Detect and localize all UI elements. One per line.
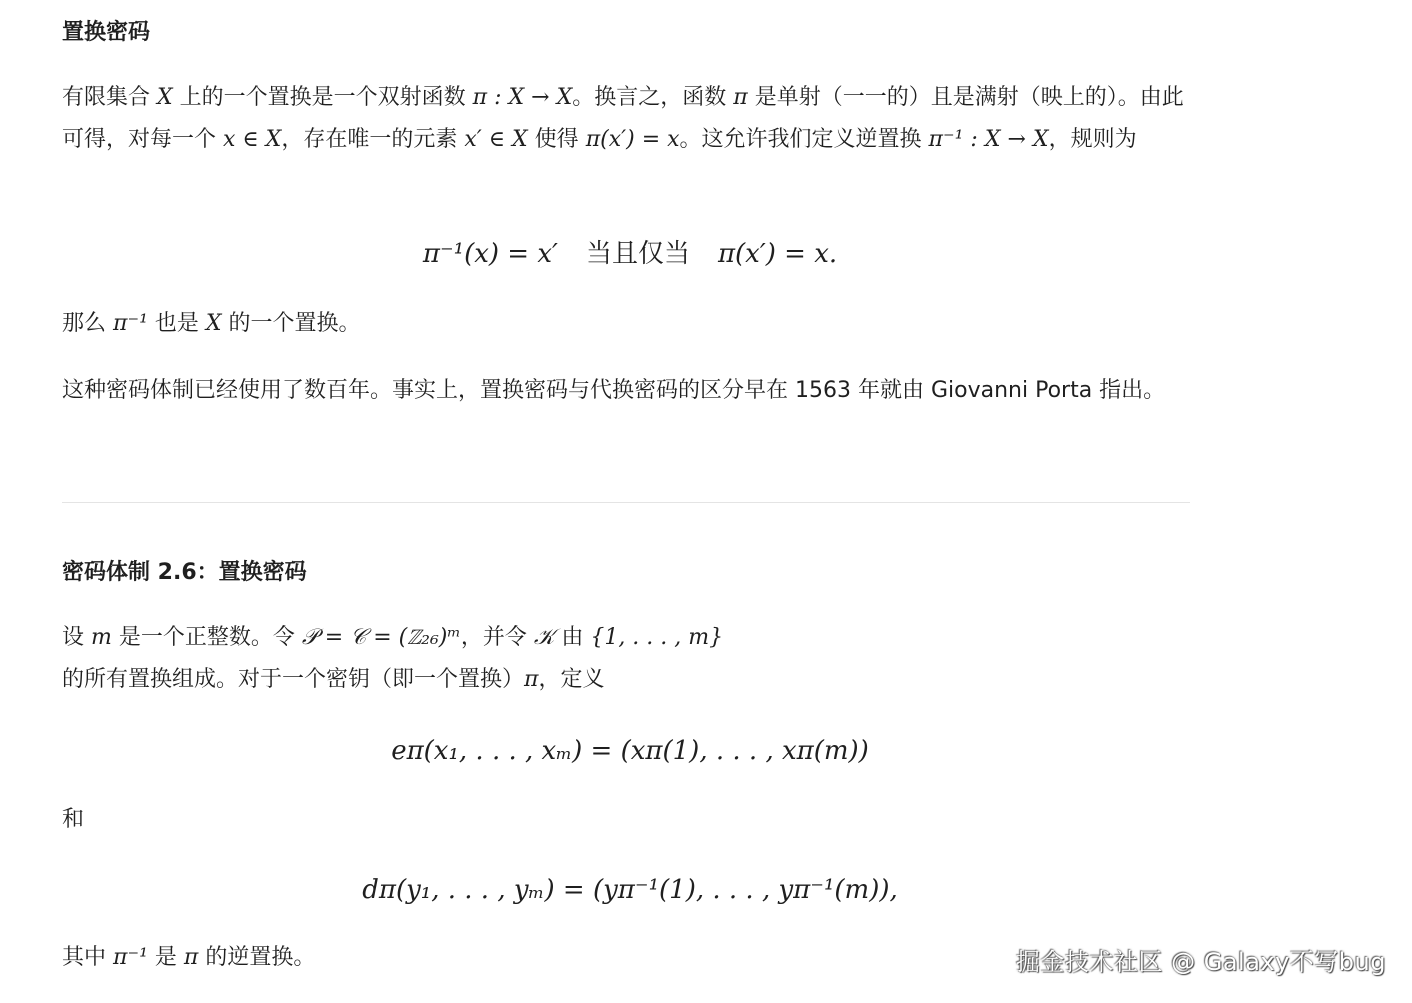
text: 。这允许我们定义逆置换 [679,127,929,152]
math-inline: x ∈ X [223,127,282,152]
math-inline: π [183,945,199,970]
text: 使得 [527,127,586,152]
equation-inverse-permutation [0,234,1260,274]
equation-decryption: dπ(y₁, . . . , yₘ) = (yπ⁻¹(1), . . . , yπ⁻¹(m)), [362,875,898,905]
math-inline: m [91,625,112,650]
equation-iff-text: 当且仅当 [585,239,690,269]
text: 上的一个置换是一个双射函数 [172,85,473,110]
text: ，存在唯一的元素 [281,127,465,152]
math-inline: π⁻¹ [113,945,148,970]
math-inline: π [524,667,539,692]
section-divider [62,502,1190,503]
text: 由 [554,625,591,650]
text: 是单射（一一的）且是满射（映上的）。由此可得，对每一个 [62,85,1184,152]
text: 设 [62,625,91,650]
text: 其中 [62,945,113,970]
math-inline: X [157,85,173,110]
text: 有限集合 [62,85,157,110]
text: 是 [147,945,184,970]
math-inline: π [733,85,748,110]
math-inline: π : X → X [472,85,573,110]
text: 。换言之，函数 [572,85,734,110]
paragraph-cryptosystem-definition [62,617,1190,701]
watermark: 掘金技术社区 @ Galaxy不写bug [1015,948,1386,976]
text: ，定义 [538,667,605,692]
math-inline: π⁻¹ [113,311,148,336]
math-inline: π(x′) = x [585,127,680,152]
math-inline: π⁻¹ : X → X [928,127,1049,152]
paragraph-history: 这种密码体制已经使用了数百年。事实上，置换密码与代换密码的区分早在 1563 年就由 Giovanni Porta 指出。 [62,378,1166,403]
equation-left: π⁻¹(x) = x′ [422,239,558,269]
math-inline: 𝒫 = 𝒞 = (ℤ₂₆)ᵐ [301,625,461,650]
section-heading-cryptosystem-2-6: 密码体制 2.6：置换密码 [62,560,307,585]
text: 的逆置换。 [198,945,316,970]
paragraph-inverse-is-permutation [62,303,1190,345]
equation-encryption: eπ(x₁, . . . , xₘ) = (xπ(1), . . . , xπ(m)) [391,736,869,766]
text: 也是 [147,311,206,336]
math-inline: x′ ∈ X [464,127,528,152]
math-inline: X [205,311,222,336]
text: 那么 [62,311,113,336]
paragraph-permutation-definition [62,77,1190,161]
section-heading-permutation-cipher: 置换密码 [62,20,151,45]
paragraph-and: 和 [62,807,85,832]
text: 的所有置换组成。对于一个密钥（即一个置换） [62,667,525,692]
math-inline: {1, . . . , m} [590,625,724,650]
text: 是一个正整数。令 [111,625,302,650]
math-inline: 𝒦 [533,625,555,650]
equation-right: π(x′) = x. [717,239,838,269]
text: 的一个置换。 [221,311,361,336]
text: ，规则为 [1048,127,1137,152]
text: ，并令 [460,625,534,650]
